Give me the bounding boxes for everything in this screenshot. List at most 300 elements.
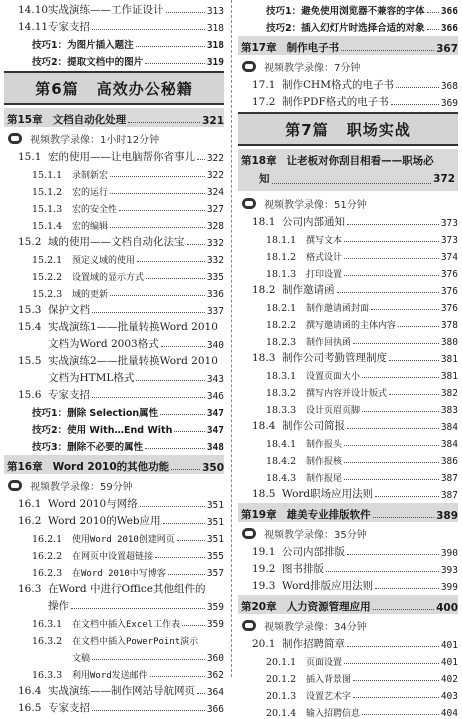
- entry-number: 15.1.2: [32, 187, 63, 198]
- page-number: 376: [440, 303, 458, 314]
- entry-label: [32, 168, 108, 181]
- entry-title: 撰写文本: [306, 236, 343, 246]
- section-entry: [238, 280, 458, 297]
- leader-dots: [182, 625, 205, 626]
- entry-title: 专家支招: [48, 702, 90, 714]
- entry-number: 19.3: [252, 580, 276, 592]
- toc-right-column: [238, 0, 458, 719]
- section-entry-cont: [4, 596, 224, 613]
- entry-title: 撰写邀请函的主体内容: [306, 321, 397, 331]
- entry-title: 专家支招: [48, 21, 90, 33]
- leader-dots: [160, 414, 205, 415]
- entry-title: 文档自动化处理: [52, 114, 127, 126]
- entry-number: 19.2: [252, 563, 276, 575]
- leader-dots: [427, 29, 439, 30]
- part-heading: [238, 112, 458, 146]
- subsection-entry: [4, 215, 224, 232]
- entry-label: [18, 513, 161, 528]
- entry-title: 在文档中插入Excel工作表: [72, 620, 181, 630]
- entry-title: 文稿: [72, 654, 91, 664]
- video-label: 视频教学录像：34分钟: [264, 621, 367, 633]
- page-number: 360: [206, 653, 224, 664]
- entry-label: [18, 234, 185, 249]
- leader-dots: [92, 29, 205, 30]
- entry-label: [252, 578, 373, 593]
- entry-number: 18.4: [252, 420, 276, 432]
- leader-dots: [272, 183, 432, 184]
- entry-title: Word 2010与网络: [48, 498, 138, 510]
- page-number: 332: [206, 255, 224, 266]
- page-number: 389: [436, 510, 458, 522]
- entry-label: [32, 219, 108, 232]
- leader-dots: [166, 12, 205, 13]
- page-number: 373: [440, 218, 458, 229]
- entry-label: [18, 496, 138, 511]
- entry-label: [7, 459, 169, 474]
- entry-number: 15.2: [18, 236, 42, 248]
- entry-title: 实战演练2——批量转换Word 2010: [48, 355, 218, 367]
- entry-number: 第19章: [241, 509, 277, 521]
- leader-dots: [71, 608, 205, 609]
- leader-dots: [344, 663, 439, 664]
- tip-entry: [4, 51, 224, 68]
- chapter-title-cont: 知: [259, 173, 270, 185]
- section-entry: [4, 351, 224, 368]
- entry-label: [18, 581, 206, 596]
- entry-label: [18, 149, 195, 164]
- subsection-entry: [4, 647, 224, 664]
- page-number: 359: [206, 619, 224, 630]
- entry-title: 专家支招: [48, 389, 90, 401]
- leader-dots: [145, 63, 205, 64]
- section-entry: [4, 698, 224, 715]
- leader-dots: [344, 462, 439, 463]
- leader-dots: [347, 646, 439, 647]
- entry-label: [32, 549, 153, 562]
- leader-dots: [110, 193, 205, 194]
- entry-label: [266, 20, 425, 34]
- page-number: 324: [206, 187, 224, 198]
- entry-label: [18, 2, 164, 17]
- entry-label: [32, 54, 143, 68]
- entry-title: 实战演练——制作网站导航网页: [48, 685, 195, 697]
- page-number: 382: [440, 388, 458, 399]
- leader-dots: [136, 380, 204, 381]
- entry-title: 宏的运行: [72, 188, 109, 198]
- entry-title: 宏的编辑: [72, 222, 109, 232]
- page-number: 350: [202, 462, 224, 474]
- entry-label: [32, 405, 158, 419]
- entry-number: 16.3.3: [32, 670, 63, 681]
- page-number: 381: [440, 354, 458, 365]
- part-number: 第6篇: [35, 79, 79, 98]
- entry-title: 公司内部通知: [282, 216, 345, 228]
- chapter-line2: [241, 170, 455, 188]
- entry-title: 宏的使用——让电脑帮你省事儿: [48, 151, 195, 163]
- section-entry: [238, 416, 458, 433]
- page-number: 337: [206, 306, 224, 317]
- page-number: 376: [440, 269, 458, 280]
- chapter-heading: [238, 36, 458, 55]
- page-number: 351: [206, 500, 224, 511]
- tip-entry: [4, 419, 224, 436]
- entry-label: [32, 185, 108, 198]
- page-number: 335: [206, 272, 224, 283]
- tip-entry: [4, 34, 224, 51]
- section-entry: [4, 681, 224, 698]
- page-number: 383: [440, 405, 458, 416]
- entry-number: 16.3: [18, 583, 42, 595]
- leader-dots: [341, 50, 434, 51]
- entry-title: 设置域的显示方式: [72, 273, 145, 283]
- subsection-entry: [238, 399, 458, 416]
- leader-dots: [174, 431, 204, 432]
- entry-number: 16.5: [18, 702, 42, 714]
- entry-title: 输入招聘信息: [306, 709, 361, 719]
- leader-dots: [140, 506, 205, 507]
- entry-label: [48, 598, 69, 613]
- page-number: 380: [440, 337, 458, 348]
- entry-number: 18.2.3: [266, 337, 297, 348]
- page-number: 364: [206, 687, 224, 698]
- entry-title: 打印设置: [306, 270, 343, 280]
- subsection-entry: [238, 229, 458, 246]
- entry-label: [48, 370, 134, 385]
- entry-title: 制作CHM格式的电子书: [282, 79, 394, 91]
- entry-number: 16.2.3: [32, 568, 63, 579]
- entry-label: [266, 301, 369, 314]
- leader-dots: [110, 227, 205, 228]
- page-number: 374: [440, 252, 458, 263]
- leader-dots: [362, 411, 439, 412]
- page-number: 327: [206, 204, 224, 215]
- entry-label: [266, 3, 425, 17]
- subsection-entry: [238, 297, 458, 314]
- leader-dots: [371, 309, 439, 310]
- page-number: 403: [440, 691, 458, 702]
- entry-title: 雄美专业排版软件: [286, 509, 371, 521]
- entry-label: [266, 318, 396, 331]
- leader-dots: [344, 479, 439, 480]
- entry-number: 15.1: [18, 151, 42, 163]
- section-entry: [238, 484, 458, 501]
- part-number: 第7篇: [285, 120, 329, 139]
- entry-title: 撰写内容并设计版式: [306, 389, 388, 399]
- entry-label: [252, 214, 345, 229]
- chapter-line1: [241, 152, 455, 170]
- entry-number: 15.3: [18, 304, 42, 316]
- page-number: 400: [436, 602, 458, 614]
- entry-title: Word职场应用法则: [282, 488, 374, 500]
- chapter-title: 让老板对你刮目相看——职场必: [286, 155, 434, 167]
- page-number: 387: [440, 490, 458, 501]
- leader-dots: [389, 360, 439, 361]
- page-number: 369: [440, 98, 458, 109]
- entry-label: [252, 77, 394, 92]
- subsection-entry: [238, 651, 458, 668]
- column-divider: [231, 0, 232, 677]
- entry-title: Word 2010的Web应用: [48, 515, 161, 527]
- entry-title: 录制新宏: [72, 171, 109, 181]
- video-label: 视频教学录像：59分钟: [30, 481, 133, 493]
- entry-label: [32, 532, 175, 545]
- leader-dots: [353, 680, 439, 681]
- section-entry: [238, 542, 458, 559]
- entry-number: 18.1.3: [266, 269, 297, 280]
- entry-number: 14.11: [18, 21, 49, 33]
- page-number: 381: [440, 371, 458, 382]
- entry-number: 15.1.1: [32, 170, 63, 181]
- subsection-entry: [238, 246, 458, 263]
- leader-dots: [373, 609, 434, 610]
- tip-entry: [238, 17, 458, 34]
- entry-label: [18, 700, 90, 715]
- entry-title: 插入背景图: [306, 675, 352, 685]
- video-icon: [8, 133, 22, 144]
- section-entry-cont: [4, 368, 224, 385]
- video-icon: [8, 480, 22, 491]
- entry-label: [266, 386, 387, 399]
- entry-number: 16.3.2: [32, 636, 63, 647]
- entry-number: 18.3.1: [266, 371, 297, 382]
- subsection-entry: [4, 164, 224, 181]
- leader-dots: [389, 394, 439, 395]
- leader-dots: [171, 469, 200, 470]
- entry-title: 使用Word 2010创建网页: [72, 535, 175, 545]
- page-number: 368: [440, 81, 458, 92]
- leader-dots: [92, 710, 205, 711]
- section-entry: [4, 511, 224, 528]
- entry-label: [18, 19, 90, 34]
- entry-label: [32, 566, 166, 579]
- entry-label: [32, 651, 90, 664]
- entry-title: 人力资源管理应用: [286, 601, 371, 613]
- entry-label: [266, 655, 342, 668]
- entry-title: 设置页面大小: [306, 372, 361, 382]
- video-duration: [4, 129, 224, 147]
- leader-dots: [427, 12, 439, 13]
- subsection-entry: [238, 314, 458, 331]
- subsection-entry: [4, 613, 224, 630]
- entry-number: 16.4: [18, 685, 42, 697]
- entry-label: [252, 350, 387, 365]
- entry-label: [266, 233, 342, 246]
- entry-number: 16.2.1: [32, 534, 63, 545]
- chapter-heading: [4, 455, 224, 474]
- section-entry-cont: [4, 334, 224, 351]
- subsection-entry: [238, 263, 458, 280]
- subsection-entry: [238, 467, 458, 484]
- entry-number: 15.2.2: [32, 272, 63, 283]
- entry-number: 16.2.2: [32, 551, 63, 562]
- entry-title: 在Word 中进行Office其他组件的: [48, 583, 206, 595]
- subsection-entry: [4, 545, 224, 562]
- page-number: 404: [440, 708, 458, 719]
- leader-dots: [375, 496, 439, 497]
- entry-title: 图书排版: [282, 563, 324, 575]
- video-duration: [238, 57, 458, 75]
- page-number: 401: [440, 657, 458, 668]
- entry-label: [241, 507, 371, 522]
- entry-number: 20.1.3: [266, 691, 297, 702]
- entry-label: [266, 471, 342, 484]
- entry-title: 制作电子书: [286, 42, 340, 54]
- entry-label: [32, 668, 148, 681]
- leader-dots: [168, 574, 205, 575]
- leader-dots: [347, 428, 439, 429]
- page-number: 387: [440, 473, 458, 484]
- subsection-entry: [238, 702, 458, 719]
- leader-dots: [110, 295, 205, 296]
- page-number: 319: [206, 57, 224, 68]
- subsection-entry: [4, 283, 224, 300]
- video-duration: [238, 194, 458, 212]
- leader-dots: [396, 87, 439, 88]
- subsection-entry: [238, 365, 458, 382]
- page-number: 384: [440, 439, 458, 450]
- entry-label: [252, 561, 324, 576]
- leader-dots: [136, 46, 205, 47]
- entry-number: 15.2.1: [32, 255, 63, 266]
- entry-label: [266, 689, 351, 702]
- entry-title: 域的更新: [72, 290, 109, 300]
- page-number: 322: [206, 153, 224, 164]
- leader-dots: [344, 275, 439, 276]
- entry-number: 16.2: [18, 515, 42, 527]
- leader-dots: [326, 571, 439, 572]
- page-number: 336: [206, 289, 224, 300]
- entry-number: 18.5: [252, 488, 276, 500]
- leader-dots: [137, 261, 205, 262]
- entry-title: 技巧2：使用 With…End With: [32, 425, 173, 436]
- page-number: 386: [440, 456, 458, 467]
- entry-title: 制作邀请函: [282, 284, 335, 296]
- entry-label: [32, 270, 144, 283]
- section-entry: [238, 559, 458, 576]
- page-number: 351: [206, 517, 224, 528]
- page-number: 390: [440, 548, 458, 559]
- entry-number: 19.1: [252, 546, 276, 558]
- leader-dots: [187, 244, 205, 245]
- entry-title: 制作PDF格式的电子书: [282, 96, 389, 108]
- entry-number: 18.1: [252, 216, 276, 228]
- entry-label: [266, 250, 342, 263]
- entry-number: 18.2.2: [266, 320, 297, 331]
- entry-title: Word排版应用法则: [282, 580, 374, 592]
- entry-label: [241, 40, 339, 55]
- leader-dots: [92, 397, 205, 398]
- section-entry: [238, 348, 458, 365]
- entry-number: 18.3: [252, 352, 276, 364]
- entry-label: [18, 319, 218, 334]
- leader-dots: [398, 326, 439, 327]
- toc-left-column: [4, 0, 224, 715]
- page-number: 366: [206, 704, 224, 715]
- entry-label: [266, 403, 360, 416]
- leader-dots: [353, 343, 439, 344]
- entry-label: [48, 336, 159, 351]
- chapter-heading: [238, 595, 458, 614]
- page-number: 318: [206, 23, 224, 34]
- leader-dots: [353, 697, 439, 698]
- entry-number: 15.2.3: [32, 289, 63, 300]
- entry-title: 技巧1：避免使用浏览器不兼容的字体: [266, 6, 425, 17]
- chapter-heading: [238, 149, 458, 191]
- entry-number: 第16章: [7, 461, 43, 473]
- page-number: 399: [440, 582, 458, 593]
- section-entry: [238, 634, 458, 651]
- entry-number: 18.1.2: [266, 252, 297, 263]
- video-icon: [242, 61, 256, 72]
- entry-title: 制作报头: [306, 440, 343, 450]
- video-icon: [242, 528, 256, 539]
- page-number: 343: [206, 374, 224, 385]
- section-entry: [4, 0, 224, 17]
- entry-label: [266, 335, 351, 348]
- page-number: 366: [440, 23, 458, 34]
- entry-title: 制作回执函: [306, 338, 352, 348]
- section-entry: [4, 300, 224, 317]
- entry-title: 制作公司考勤管理制度: [282, 352, 387, 364]
- subsection-entry: [238, 433, 458, 450]
- leader-dots: [110, 176, 205, 177]
- entry-title: 公司内部排版: [282, 546, 345, 558]
- section-entry: [238, 75, 458, 92]
- part-heading: [4, 71, 224, 105]
- leader-dots: [128, 122, 200, 123]
- leader-dots: [119, 210, 205, 211]
- leader-dots: [197, 693, 205, 694]
- leader-dots: [373, 517, 434, 518]
- subsection-entry: [238, 382, 458, 399]
- entry-number: 17.2: [252, 96, 276, 108]
- entry-title: 技巧2：提取文档中的图片: [32, 57, 144, 68]
- entry-number: 第15章: [7, 114, 43, 126]
- leader-dots: [197, 159, 205, 160]
- page-number: 318: [206, 40, 224, 51]
- entry-title: 制作报尾: [306, 474, 343, 484]
- page-number: 376: [440, 286, 458, 297]
- entry-number: 15.5: [18, 355, 42, 367]
- leader-dots: [146, 278, 205, 279]
- entry-title: 域的使用——文档自动化法宝: [48, 236, 185, 248]
- page-number: 351: [206, 534, 224, 545]
- entry-label: [266, 437, 342, 450]
- entry-label: [266, 267, 342, 280]
- video-duration: [4, 476, 224, 494]
- entry-title: 制作邀请函封面: [306, 304, 370, 314]
- page-number: 347: [206, 408, 224, 419]
- leader-dots: [155, 557, 205, 558]
- entry-number: 16.3.1: [32, 619, 63, 630]
- entry-title: 操作: [48, 600, 69, 612]
- entry-title: 预定义域的使用: [72, 256, 136, 266]
- page-number: 355: [206, 551, 224, 562]
- entry-title: 文档为Word 2003格式: [48, 338, 159, 350]
- page-number: 346: [206, 391, 224, 402]
- section-entry: [238, 212, 458, 229]
- entry-title: 设计页眉页脚: [306, 406, 361, 416]
- leader-dots: [145, 448, 205, 449]
- entry-number: 15.1.3: [32, 204, 63, 215]
- entry-label: [241, 599, 371, 614]
- leader-dots: [344, 445, 439, 446]
- chapter-number: 第18章: [241, 155, 277, 167]
- entry-number: 15.4: [18, 321, 42, 333]
- entry-number: 15.1.4: [32, 221, 63, 232]
- page-number: 328: [206, 221, 224, 232]
- entry-title: 技巧2：插入幻灯片时选择合适的对象: [266, 23, 425, 34]
